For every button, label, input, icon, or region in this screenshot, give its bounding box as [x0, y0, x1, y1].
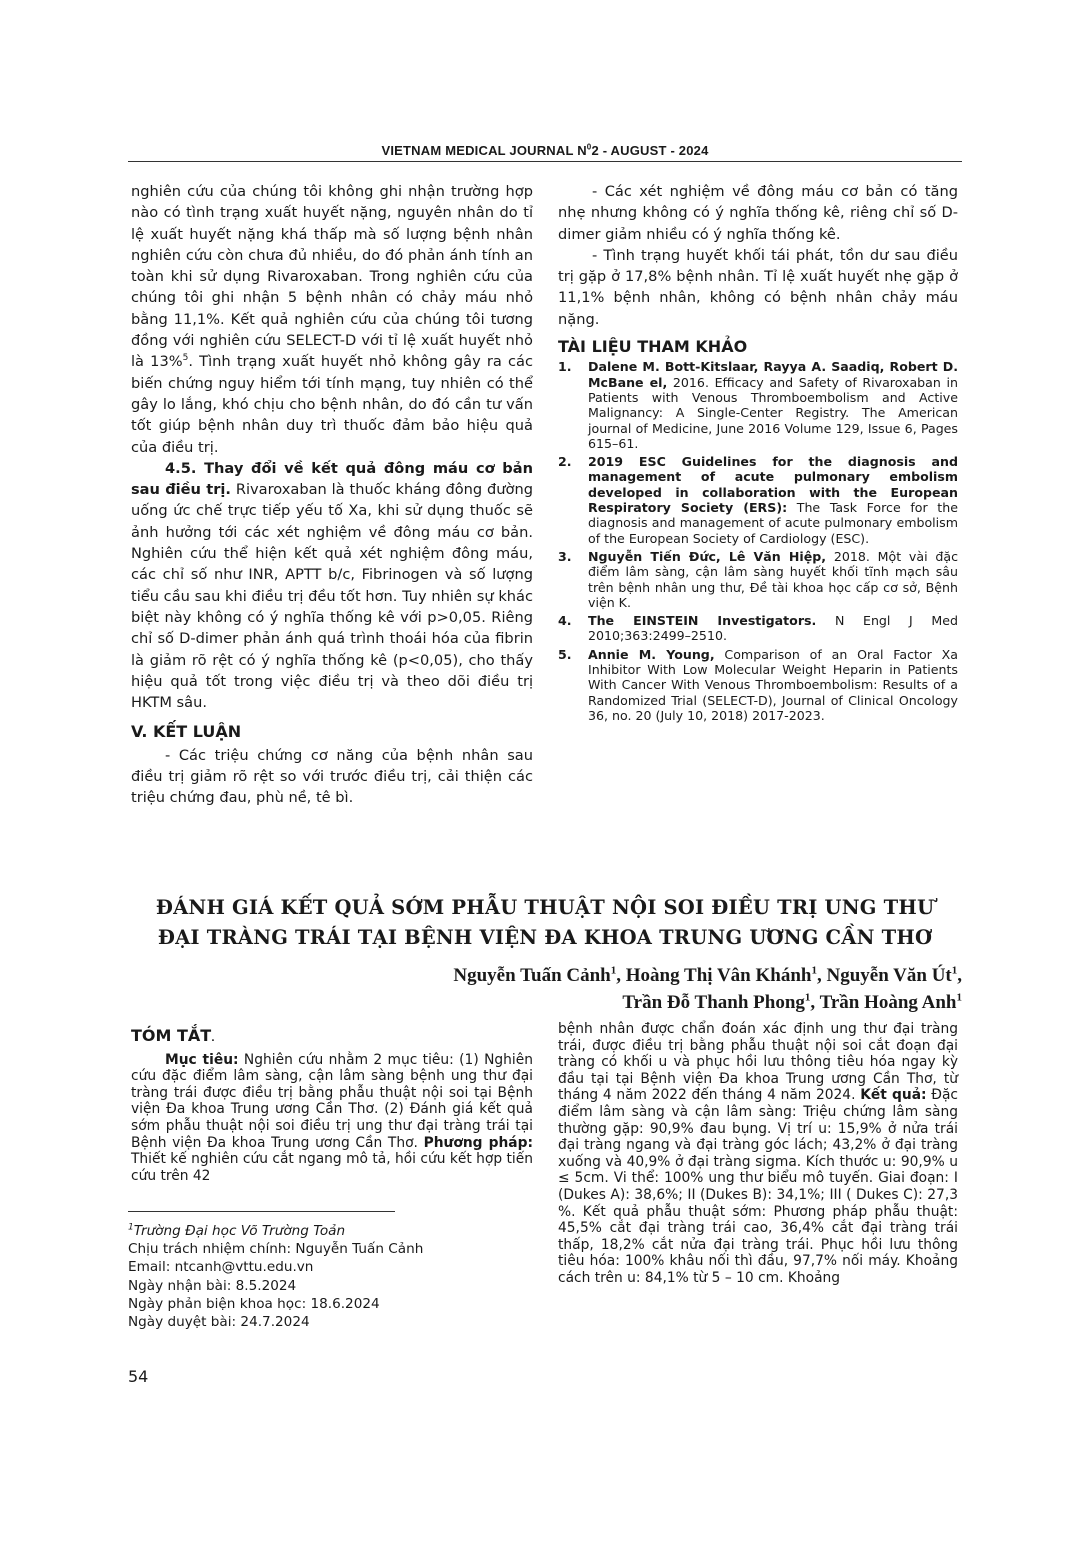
conclusion-paragraph-3: - Tình trạng huyết khối tái phát, tồn dư sau điều trị gặp ở 17,8% bệnh nhân. Tỉ lệ xuất huyết nhẹ gặp ở 11,1% bệnh nhân, không có bệnh nhân chảy máu nặng.	[558, 246, 958, 328]
footnote-accepted: Ngày duyệt bài: 24.7.2024	[128, 1314, 310, 1331]
article-title: ĐÁNH GIÁ KẾT QUẢ SỚM PHẪU THUẬT NỘI SOI ĐIỀU TRỊ UNG THƯ ĐẠI TRÀNG TRÁI TẠI BỆNH VIỆN ĐA KHOA TRUNG ƯƠNG CẦN THƠ	[155, 896, 935, 949]
abstract-objectives: Mục tiêu: Nghiên cứu nhằm 2 mục tiêu: (1) Nghiên cứu đặc điểm lâm sàng, cận lâm sàng bệnh ung thư đại tràng trái được điều trị bằng phẫu thuật nội soi tại Bệnh viện Đa khoa Trung ương Cần Thơ. (2) Đánh giá kết quả sớm phẫu thuật nội soi điều trị ung thư đại tràng trái tại Bệnh viện Đa khoa Trung ương Cần Thơ. Phương pháp: Thiết kế nghiên cứu cắt ngang mô tả, hồi cứu kết hợp tiến cứu trên 42	[131, 1051, 533, 1184]
reference-item: 4. The EINSTEIN Investigators. N Engl J Med 2010;363:2499–2510.	[558, 613, 958, 644]
abstract-methods-results: bệnh nhân được chẩn đoán xác định ung thư đại tràng trái, được điều trị bằng phẫu thuật nội soi cắt đoạn đại tràng có khối u và phục hồi lưu thông tiêu hóa ngay kỳ đầu tại tại Bệnh viện Đa khoa Trung ương Cần Thơ, từ tháng 4 năm 2022 đến tháng 4 năm 2024. Kết quả: Đặc điểm lâm sàng và cận lâm sàng: Triệu chứng lâm sàng thường gặp: 90,9% đau bụng. Vị trí u: 15,9% ở nửa trái đại tràng ngang và đại tràng góc lách; 43,2% ở đại tràng xuống và 40,9% ở đại tràng sigma. Kích thước u: 90,9% u ≤ 5cm. Vi thể: 100% ung thư biểu mô tuyến. Giai đoạn: I (Dukes A): 38,6%; II (Dukes B): 34,1%; III ( Dukes C): 27,3 %. Kết quả phẫu thuật sớm: Phương pháp phẫu thuật: 45,5% cắt đại tràng trái cao, 36,4% cắt đại tràng trái thấp, 18,2% cắt nửa đại tràng trái. Phục hồi lưu thông tiêu hóa: 100% khâu nối thì đầu, 97,7% nối máy. Khoảng cách trên u: 84,1% từ 5 – 10 cm. Khoảng	[558, 1021, 958, 1286]
discussion-paragraph-coagulation: 4.5. Thay đổi về kết quả đông máu cơ bản sau điều trị. Rivaroxaban là thuốc kháng đông đường uống ức chế trực tiếp yếu tố Xa, khi sử dụng thuốc sẽ ảnh hưởng tới các xét nghiệm về đông máu cơ bản. Nghiên cứu thể hiện kết quả xét nghiệm đông máu, các chỉ số như INR, APTT b/c, Fibrinogen và số lượng tiểu cầu sau khi điều trị đều tốt hơn. Tuy nhiên sự khác biệt này không có ý nghĩa thống kê với p>0,05. Riêng chỉ số D-dimer phản ánh quá trình thoái hóa của fibrin là giảm rõ rệt có ý nghĩa thống kê (p<0,05), cho thấy hiệu quả tốt trong việc điều trị và theo dõi điều trị HKTM sâu.	[131, 459, 534, 712]
footnote-received: Ngày nhận bài: 8.5.2024	[128, 1277, 297, 1294]
abstract-heading: TÓM TẮT.	[131, 1026, 215, 1045]
article-authors	[262, 962, 962, 1016]
authors-line-2: Trần Đỗ Thanh Phong$^1$, Trần Hoàng Anh$^1$	[622, 991, 962, 1013]
reference-item: 5. Annie M. Young, Comparison of an Oral Factor Xa Inhibitor With Low Molecular Weight Heparin in Patients With Cancer With Venous Thromboembolism: Results of a Randomized Trial (SELECT-D), Journal of Clinical Oncology 36, no. 20 (July 10, 2018) 2017-2023.	[558, 646, 958, 723]
discussion-paragraph-bleeding: nghiên cứu của chúng tôi không ghi nhận trường hợp nào có tình trạng xuất huyết nặng, nguyên nhân do tỉ lệ xuất huyết nặng khá thấp mà số lượng bệnh nhân nghiên cứu còn chưa đủ nhiều, do đó phản ánh tính an toàn khi sử dụng Rivaroxaban. Trong nghiên cứu của chúng tôi ghi nhận 5 bệnh nhân có chảy máu nhỏ bằng 11,1%. Kết quả nghiên cứu của chúng tôi tương đồng với nghiên cứu SELECT-D với tỉ lệ xuất huyết nhỏ là 13%$^5$. Tình trạng xuất huyết nhỏ không gây ra các biến chứng nguy hiểm tới tính mạng, tuy nhiên có thể gây lo lắng, khó chịu cho bệnh nhân, do đó cần tư vấn tốt giúp bệnh nhân duy trì thuốc đảm bảo hiệu quả của điều trị.	[131, 183, 533, 456]
footnote-affiliation: $^1$Trường Đại học Võ Trường Toản	[128, 1222, 346, 1239]
left-column	[131, 181, 533, 809]
references-heading: TÀI LIỆU THAM KHẢO	[558, 337, 748, 357]
right-column	[558, 181, 958, 726]
reference-item: 3. Nguyễn Tiến Đức, Lê Văn Hiệp, 2018. Một vài đặc điểm lâm sàng, cận lâm sàng huyết khối tĩnh mạch sâu trên bệnh nhân ung thư, Đề tài khoa học cấp cơ sở, Bệnh viện K.	[558, 548, 958, 610]
header-rule	[128, 161, 962, 162]
reference-item: 2. 2019 ESC Guidelines for the diagnosis and management of acute pulmonary embolism developed in collaboration with the European Respiratory Society (ERS): The Task Force for the diagnosis and management of acute pulmonary embolism of the European Society of Cardiology (ESC).	[558, 454, 958, 546]
conclusion-paragraph-1: - Các triệu chứng cơ năng của bệnh nhân sau điều trị giảm rõ rệt so với trước điều trị, cải thiện các triệu chứng đau, phù nề, tê bì.	[131, 746, 533, 807]
footnote	[128, 1222, 548, 1331]
section-heading-conclusion: V. KẾT LUẬN	[131, 722, 242, 742]
footnote-email: Email: ntcanh@vttu.edu.vn	[128, 1259, 314, 1276]
conclusion-paragraph-2: - Các xét nghiệm về đông máu cơ bản có tăng nhẹ nhưng không có ý nghĩa thống kê, riêng chỉ số D-dimer giảm nhiều có ý nghĩa thống kê.	[558, 183, 958, 243]
authors-line-1: Nguyễn Tuấn Cảnh$^1$, Hoàng Thị Vân Khánh$^1$, Nguyễn Văn $Út^1$,	[453, 964, 962, 986]
journal-header: VIETNAM MEDICAL JOURNAL $N^02$ - AUGUST - 2024	[381, 142, 709, 158]
abstract-left-column	[131, 1028, 533, 1184]
page-number: 54	[128, 1367, 149, 1386]
reference-item: 1. Dalene M. Bott-Kitslaar, Rayya A. Saadiq, Robert D. McBane el, 2016. Efficacy and Safety of Rivaroxaban in Patients with Venous Thromboembolism and Active Malignancy: A Single-Center Registry. The American journal of Medicine, June 2016 Volume 129, Issue 6, Pages 615–61.	[558, 359, 958, 451]
references-list	[558, 359, 958, 723]
footnote-reviewed: Ngày phản biện khoa học: 18.6.2024	[128, 1295, 380, 1312]
footnote-responsible: Chịu trách nhiệm chính: Nguyễn Tuấn Cảnh	[128, 1241, 424, 1258]
footnote-rule	[128, 1211, 395, 1212]
abstract-right-column	[558, 1021, 958, 1287]
subsection-heading-4-5: 4.5. Thay đổi về kết quả đông máu cơ bản sau điều trị.	[131, 459, 533, 499]
